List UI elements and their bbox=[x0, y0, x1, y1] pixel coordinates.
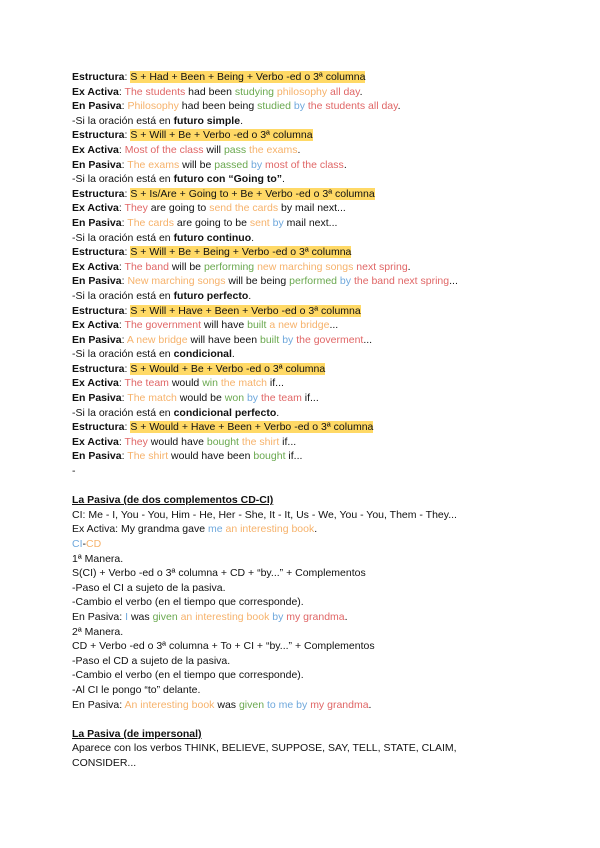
aux-verb: will be bbox=[179, 158, 215, 171]
passive-example bbox=[72, 391, 542, 406]
punct: . bbox=[344, 610, 348, 623]
subject: They bbox=[124, 435, 148, 448]
method-heading: 1ª Manera. bbox=[72, 552, 124, 565]
active-label: Ex Activa bbox=[72, 319, 119, 332]
punct: . bbox=[240, 114, 243, 127]
passive-example bbox=[72, 274, 542, 289]
by-word: by bbox=[293, 100, 305, 113]
verb: studying bbox=[234, 85, 274, 98]
punct: . bbox=[297, 143, 301, 156]
punct: . bbox=[282, 173, 285, 186]
punct: ... bbox=[449, 275, 458, 288]
separator: : bbox=[121, 333, 127, 346]
step-line: -Cambio el verbo (en el tiempo que corresponde). bbox=[72, 596, 304, 609]
tense-heading bbox=[72, 289, 542, 304]
structure-label: Estructura bbox=[72, 304, 125, 317]
active-example bbox=[72, 376, 542, 391]
punct: . bbox=[231, 348, 235, 361]
step-line: -Paso el CI a sujeto de la pasiva. bbox=[72, 581, 226, 594]
subject: The cards bbox=[127, 216, 174, 229]
complement: all day bbox=[330, 85, 360, 98]
structure-label: Estructura bbox=[72, 362, 125, 375]
punct: . bbox=[314, 523, 318, 536]
punct: . bbox=[343, 158, 347, 171]
aux-verb: are going to be bbox=[173, 216, 250, 229]
indirect-object: me bbox=[207, 523, 223, 536]
subject: An interesting book bbox=[124, 698, 215, 711]
active-example bbox=[72, 435, 542, 450]
active-label: Ex Activa bbox=[72, 377, 119, 390]
section-title-text: La Pasiva (de impersonal) bbox=[72, 727, 202, 740]
verb: studied bbox=[257, 100, 291, 113]
structure-label: Estructura bbox=[72, 129, 125, 142]
object: the shirt bbox=[241, 435, 280, 448]
separator: : bbox=[118, 85, 125, 98]
tense-name: futuro perfecto bbox=[173, 289, 249, 302]
tense-name: condicional bbox=[173, 348, 232, 361]
passive-example bbox=[72, 610, 542, 625]
tense-intro: -Si la oración está en bbox=[72, 173, 174, 186]
punct: ... bbox=[329, 319, 339, 332]
aux-verb: was bbox=[128, 610, 153, 623]
ci-label: CI bbox=[72, 538, 83, 550]
passive-label: En Pasiva bbox=[72, 450, 122, 463]
document-content bbox=[72, 70, 542, 771]
structure-formula: S + Had + Been + Being + Verbo -ed o 3ª columna bbox=[130, 71, 366, 83]
tense-heading bbox=[72, 406, 542, 421]
complement: mail next... bbox=[292, 202, 346, 215]
by-word: by bbox=[281, 202, 293, 215]
separator: : bbox=[124, 187, 131, 200]
dash-line: - bbox=[72, 465, 76, 478]
aux-verb: will have bbox=[201, 319, 248, 332]
tense-intro: -Si la oración está en bbox=[72, 289, 174, 302]
verb: win bbox=[202, 377, 218, 390]
section-title bbox=[72, 493, 542, 508]
complement: if... bbox=[301, 392, 319, 405]
punct: . bbox=[397, 100, 401, 113]
punct: . bbox=[359, 85, 363, 98]
aux-verb: would have been bbox=[168, 450, 254, 463]
tense-heading bbox=[72, 172, 542, 187]
verb: bought bbox=[206, 435, 239, 448]
punct: . bbox=[407, 260, 411, 273]
active-label: Ex Activa bbox=[72, 143, 119, 156]
paragraph-line: Aparece con los verbos THINK, BELIEVE, SUPPOSE, SAY, TELL, STATE, CLAIM, bbox=[72, 742, 457, 755]
separator: : bbox=[121, 275, 128, 288]
passive-label: En Pasiva: bbox=[72, 610, 126, 623]
verb: bought bbox=[253, 450, 286, 463]
punct: ... bbox=[363, 333, 373, 346]
verb: given bbox=[152, 610, 178, 623]
verb: built bbox=[247, 319, 267, 332]
structure-label: Estructura bbox=[72, 71, 125, 83]
tense-name: futuro con “Going to” bbox=[173, 173, 283, 186]
passive-example bbox=[72, 99, 542, 114]
passive-label: En Pasiva bbox=[72, 333, 122, 346]
dash: - bbox=[82, 538, 86, 550]
cd-label: CD bbox=[86, 538, 102, 550]
aux-verb: will be being bbox=[225, 275, 290, 288]
complement: all day bbox=[368, 100, 398, 113]
by-word: by bbox=[272, 610, 284, 623]
passive-example bbox=[72, 698, 542, 713]
separator: : bbox=[118, 202, 125, 215]
active-example bbox=[72, 85, 542, 100]
object: the exams bbox=[249, 143, 298, 156]
spacer bbox=[72, 712, 542, 727]
complement: mail next... bbox=[283, 216, 338, 229]
by-word: by bbox=[339, 275, 352, 288]
agent: most of the class bbox=[265, 158, 344, 171]
verb: pass bbox=[223, 143, 247, 156]
agent: the band bbox=[353, 275, 395, 288]
object: philosophy bbox=[276, 85, 328, 98]
passive-example bbox=[72, 216, 542, 231]
complement: if... bbox=[285, 450, 303, 463]
separator: : bbox=[121, 216, 128, 229]
separator: : bbox=[118, 260, 125, 273]
punct: . bbox=[248, 289, 252, 302]
tense-intro: -Si la oración está en bbox=[72, 406, 174, 419]
passive-label: En Pasiva bbox=[72, 275, 122, 288]
active-example bbox=[72, 201, 542, 216]
structure-label: Estructura bbox=[72, 187, 125, 200]
subject: A new bridge bbox=[126, 333, 188, 346]
structure-label: Estructura bbox=[72, 421, 125, 434]
aux-verb: are going to bbox=[147, 202, 210, 215]
agent: the students bbox=[307, 100, 366, 113]
verb: performing bbox=[203, 260, 255, 273]
section-title-text: La Pasiva (de dos complementos CD-CI) bbox=[72, 494, 274, 507]
verb: passed bbox=[214, 158, 249, 171]
subject: The shirt bbox=[127, 450, 169, 463]
subject: They bbox=[124, 202, 148, 215]
active-example bbox=[72, 260, 542, 275]
verb: won bbox=[224, 392, 245, 405]
punct: . bbox=[368, 698, 372, 711]
subject: The team bbox=[124, 377, 169, 390]
subject: Philosophy bbox=[127, 100, 179, 113]
section-title bbox=[72, 727, 542, 742]
pronoun-list: CI: Me - I, You - You, Him - He, Her - She, It - It, Us - We, You - You, Them - They... bbox=[72, 508, 457, 521]
passive-label: En Pasiva: bbox=[72, 698, 125, 711]
separator: : bbox=[118, 377, 125, 390]
structure-line bbox=[72, 187, 542, 202]
separator: : bbox=[124, 129, 131, 142]
passive-label: En Pasiva bbox=[72, 216, 122, 229]
step-line: -Cambio el verbo (en el tiempo que corresponde). bbox=[72, 669, 304, 682]
object: the cards bbox=[234, 202, 279, 215]
separator: : bbox=[118, 143, 125, 156]
step-line: -Al CI le pongo “to” delante. bbox=[72, 683, 201, 696]
paragraph-line: CONSIDER... bbox=[72, 756, 137, 769]
subject: New marching songs bbox=[127, 275, 226, 288]
active-label: Ex Activa bbox=[72, 85, 119, 98]
aux-verb: was bbox=[214, 698, 239, 711]
tense-intro: -Si la oración está en bbox=[72, 231, 174, 244]
by-word: by bbox=[272, 216, 284, 229]
structure-line bbox=[72, 128, 542, 143]
subject: The students bbox=[124, 85, 186, 98]
passive-label: En Pasiva bbox=[72, 100, 122, 113]
active-label: Ex Activa bbox=[72, 260, 119, 273]
object: a new bridge bbox=[269, 319, 330, 332]
structure-line bbox=[72, 70, 542, 85]
aux-verb: had been bbox=[185, 85, 235, 98]
structure-formula: S + Would + Have + Been + Verbo -ed o 3ª columna bbox=[130, 421, 374, 434]
aux-verb: will be bbox=[168, 260, 204, 273]
subject: The exams bbox=[127, 158, 180, 171]
active-example bbox=[72, 522, 542, 537]
agent: the team bbox=[260, 392, 302, 405]
complement: if... bbox=[279, 435, 297, 448]
aux-verb: would have bbox=[147, 435, 207, 448]
tense-heading bbox=[72, 347, 542, 362]
active-example bbox=[72, 318, 542, 333]
tense-intro: -Si la oración está en bbox=[72, 114, 174, 127]
agent: my grandma bbox=[310, 698, 369, 711]
tense-name: futuro simple bbox=[173, 114, 241, 127]
by-word: by bbox=[246, 392, 259, 405]
structure-line bbox=[72, 420, 542, 435]
aux-verb: had been being bbox=[178, 100, 258, 113]
ci-cd-legend bbox=[72, 537, 542, 552]
structure-formula: S + Would + Be + Verbo -ed o 3ª columna bbox=[130, 362, 326, 375]
verb: built bbox=[260, 333, 280, 346]
indirect-object: to me bbox=[266, 698, 294, 711]
object: new marching songs bbox=[257, 260, 354, 273]
structure-formula: S + Will + Be + Being + Verbo -ed o 3ª columna bbox=[130, 246, 352, 259]
subject: Most of the class bbox=[124, 143, 204, 156]
active-example bbox=[72, 143, 542, 158]
passive-example bbox=[72, 333, 542, 348]
structure-line bbox=[72, 304, 542, 319]
structure-line bbox=[72, 245, 542, 260]
verb: performed bbox=[289, 275, 337, 288]
complement: if... bbox=[266, 377, 284, 390]
agent: the goverment bbox=[296, 333, 364, 346]
direct-object: an interesting book bbox=[180, 610, 270, 623]
tense-heading bbox=[72, 231, 542, 246]
subject: The government bbox=[124, 319, 202, 332]
passive-label: En Pasiva bbox=[72, 158, 122, 171]
separator: : bbox=[118, 319, 125, 332]
punct: . bbox=[276, 406, 280, 419]
verb: sent bbox=[249, 216, 270, 229]
structure-formula: S + Will + Be + Verbo -ed o 3ª columna bbox=[130, 129, 313, 142]
separator: : bbox=[118, 435, 125, 448]
separator: : bbox=[124, 246, 131, 259]
tense-name: futuro continuo bbox=[173, 231, 252, 244]
verb: send bbox=[209, 202, 232, 215]
separator: : bbox=[124, 304, 131, 317]
tense-heading bbox=[72, 114, 542, 129]
method-heading: 2ª Manera. bbox=[72, 625, 124, 638]
direct-object: an interesting book bbox=[225, 523, 315, 536]
subject: The match bbox=[127, 392, 177, 405]
passive-example bbox=[72, 449, 542, 464]
by-word: by bbox=[282, 333, 294, 346]
separator: : bbox=[121, 158, 128, 171]
passive-example bbox=[72, 158, 542, 173]
separator: : bbox=[124, 421, 131, 434]
by-word: by bbox=[251, 158, 263, 171]
object: the match bbox=[220, 377, 267, 390]
subject: I bbox=[125, 610, 129, 623]
separator: : bbox=[121, 392, 128, 405]
by-word: by bbox=[296, 698, 308, 711]
structure-label: Estructura bbox=[72, 246, 125, 259]
agent: my grandma bbox=[286, 610, 345, 623]
structure-line bbox=[72, 362, 542, 377]
active-label: Ex Activa bbox=[72, 202, 119, 215]
complement: next spring bbox=[397, 275, 450, 288]
separator: : bbox=[124, 71, 131, 83]
aux-verb: will bbox=[203, 143, 224, 156]
subject: The band bbox=[124, 260, 169, 273]
tense-name: condicional perfecto bbox=[173, 406, 277, 419]
tense-intro: -Si la oración está en bbox=[72, 348, 174, 361]
passive-label: En Pasiva bbox=[72, 392, 122, 405]
complement: next spring bbox=[356, 260, 408, 273]
step-line: -Paso el CD a sujeto de la pasiva. bbox=[72, 654, 231, 667]
active-text: Ex Activa: My grandma gave bbox=[72, 523, 208, 536]
verb: given bbox=[238, 698, 265, 711]
structure-formula: S + Is/Are + Going to + Be + Verbo -ed o 3ª columna bbox=[130, 187, 375, 200]
structure-formula: S + Will + Have + Been + Verbo -ed o 3ª columna bbox=[130, 304, 361, 317]
aux-verb: will have been bbox=[187, 333, 260, 346]
separator: : bbox=[124, 362, 131, 375]
separator: : bbox=[121, 100, 128, 113]
punct: . bbox=[251, 231, 255, 244]
aux-verb: would be bbox=[176, 392, 225, 405]
separator: : bbox=[121, 450, 128, 463]
spacer bbox=[72, 479, 542, 494]
aux-verb: would bbox=[168, 377, 203, 390]
formula-line: S(CI) + Verbo -ed o 3ª columna + CD + “by...” + Complementos bbox=[72, 567, 366, 580]
formula-line: CD + Verbo -ed o 3ª columna + To + CI + “by...” + Complementos bbox=[72, 640, 375, 653]
active-label: Ex Activa bbox=[72, 435, 119, 448]
